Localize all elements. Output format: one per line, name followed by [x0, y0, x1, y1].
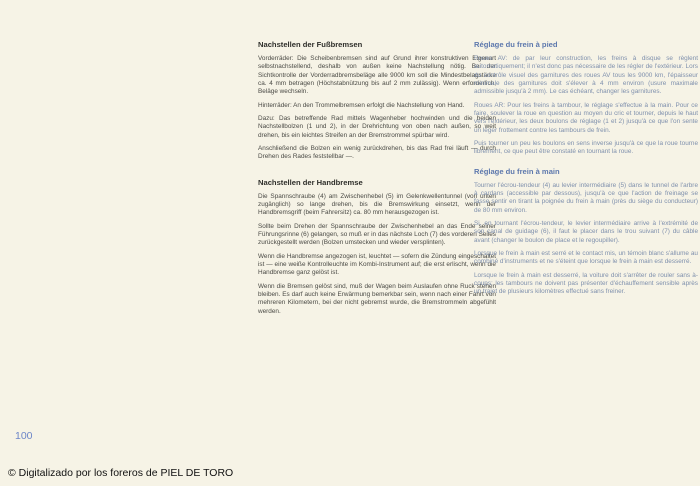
german-paragraph: Die Spannschraube (4) am Zwischenhebel (5) im Gelenkwellentunnel (von unten zugänglich) so lange drehen, bis die Bremswirkung einsetzt, wenn der Handbremsgriff (beim Fahrersitz) ca. 80 mm herausgezogen ist. — [258, 192, 496, 217]
french-heading-hand-brake: Réglage du frein à main — [474, 166, 560, 176]
french-paragraph: Roues AV: de par leur construction, les freins à disque se règlent automatiquement; il n'est donc pas nécessaire de les régler de l'extérieur. Lors du contrôle visuel des garnitures des roues AV tous les 9000 km, l'épaisseur minimale des garnitures doit s'élever à 4 mm environ (usure maximale admissible jusqu'à 2 mm). Le cas échéant, changer les garnitures. — [474, 55, 698, 96]
french-paragraph: Roues AR: Pour les freins à tambour, le réglage s'effectue à la main. Pour ce faire, soulever la roue en question au moyen du cric et tourner, depuis le haut vers l'extérieur, les deux boulons de réglage (1 et 2) jusqu'à ce que l'on sente un léger frottement contre les tambours de frein. — [474, 101, 698, 134]
german-paragraph: Dazu: Das betreffende Rad mittels Wagenheber hochwinden und die beiden Nachstellbolzen (1 und 2), in der Drehrichtung von oben nach außen, so weit drehen, bis ein leichtes Streifen an der Bremstrommel spürbar wird. — [258, 115, 496, 139]
french-column — [474, 40, 698, 302]
german-paragraph: Sollte beim Drehen der Spannschraube der Zwischenhebel an das Ende seiner Führungsrinne (6) gelangen, so muß er in das nächste Loch (7) des vorderen Seiles zurückgestellt werden (Bolzen umstecken und wieder versplinten). — [258, 222, 496, 247]
french-paragraph: Lorsque le frein à main est serré et le contact mis, un témoin blanc s'allume au combiné d'instruments et ne s'éteint que lorsque le frein à main est desserré. — [474, 250, 698, 266]
german-column — [258, 40, 496, 321]
french-paragraph: Lorsque le frein à main est desserré, la voiture doit s'arrêter de rouler sans à-coups; les tambours ne doivent pas présenter d'échauffement sensible après un trajet de plusieurs kilomètres effectué sans freiner. — [474, 271, 698, 296]
french-paragraph: Si, en tournant l'écrou-tendeur, le levier intermédiaire arrive à l'extrémité de son canal de guidage (6), il faut le placer dans le trou suivant (7) du câble avant (changer le boulon de place et le regoupiller). — [474, 220, 698, 244]
german-heading-foot-brake: Nachstellen der Fußbremsen — [258, 40, 363, 49]
german-paragraph: Vorderräder: Die Scheibenbremsen sind auf Grund ihrer konstruktiven Eigenart selbstnachstellend, deshalb von außen keine Nachstellung nötig. Bei der Sichtkontrolle der Vorderradbremsbeläge alle 9000 km soll die Mindestbelagstärke ca. 4 mm betragen (Höchstabnützung bis auf 2 mm zulässig). Wenn erforderlich, Beläge wechseln. — [258, 55, 496, 96]
german-heading-hand-brake: Nachstellen der Handbremse — [258, 177, 363, 187]
french-paragraph: Puis tourner un peu les boulons en sens inverse jusqu'à ce que la roue tourne librement, ce que peut être constaté en tournant la roue. — [474, 140, 698, 156]
german-paragraph: Wenn die Handbremse angezogen ist, leuchtet — sofern die Zündung eingeschaltet ist — eine weiße Kontrolleuchte im Kombi-Instrument auf; die erst erlischt, wenn die Handbremse ganz gelöst ist. — [258, 252, 496, 277]
copyright-notice: © Digitalizado por los foreros de PIEL DE TORO — [8, 467, 234, 479]
page-number: 100 — [15, 430, 33, 442]
german-paragraph: Wenn die Bremsen gelöst sind, muß der Wagen beim Auslaufen ohne Ruck stehen bleiben. Es darf auch keine Erwärmung bemerkbar sein, wenn nach einer Fahrt von mehreren Kilometern, bei der nicht gebremst wurde, die Bremstrommeln abgefühlt werden. — [258, 282, 496, 315]
german-paragraph: Anschließend die Bolzen ein wenig zurückdrehen, bis das Rad frei läuft — durch Drehen des Rades feststellbar —. — [258, 145, 496, 161]
french-heading-foot-brake: Réglage du frein à pied — [474, 40, 558, 49]
french-paragraph: Tourner l'écrou-tendeur (4) au levier intermédiaire (5) dans le tunnel de l'arbre à cardans (accessible par dessous), jusqu'à ce que l'action de freinage se fasse sentir en tirant la poignée du frein à main (près du siège du conducteur) de 80 mm environ. — [474, 181, 698, 214]
german-paragraph: Hinterräder: An den Trommelbremsen erfolgt die Nachstellung von Hand. — [258, 101, 465, 109]
